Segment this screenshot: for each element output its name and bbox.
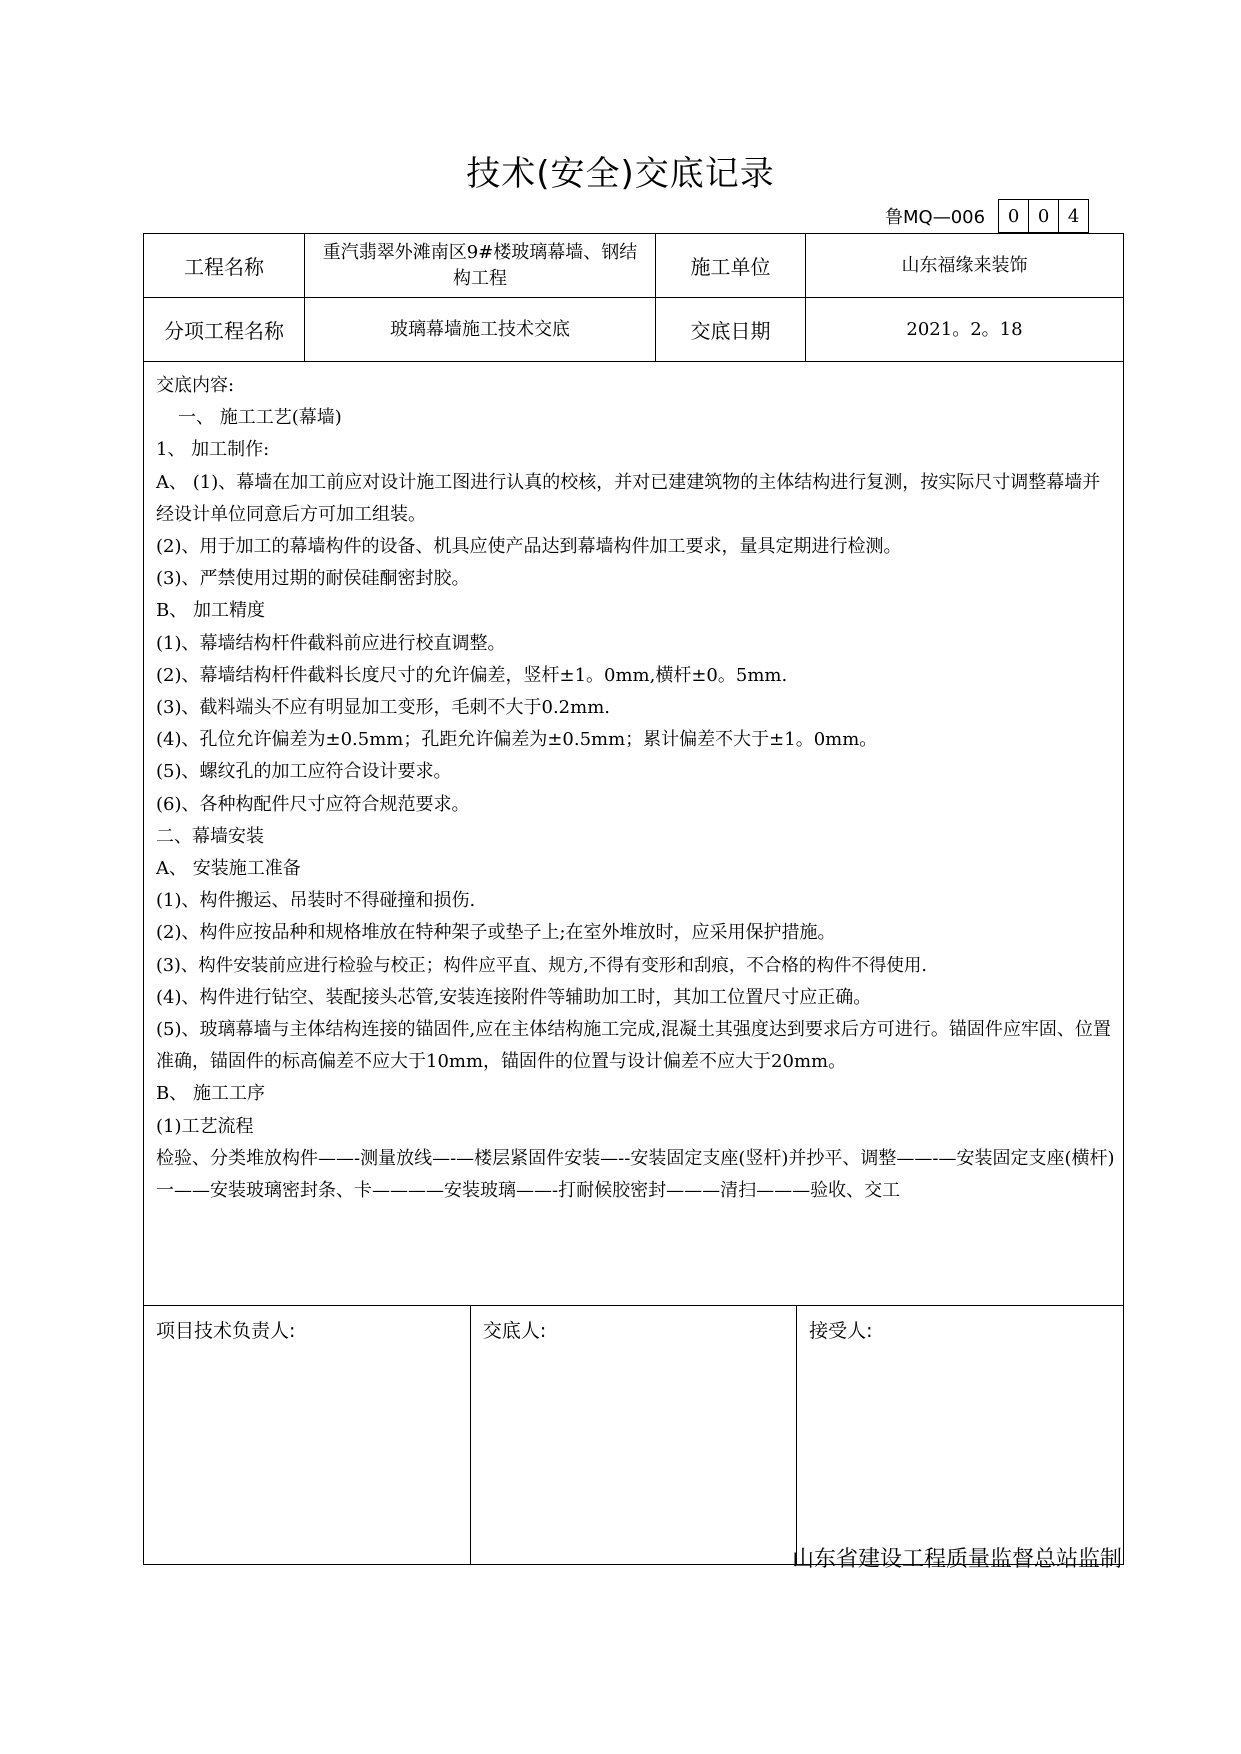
code-digit-box: 0: [1028, 199, 1059, 233]
content-heading: 交底内容:: [156, 375, 235, 396]
content-paragraph: A、 (1)、幕墙在加工前应对设计施工图进行认真的校核，并对已建建筑物的主体结构进行复测，按实际尺寸调整幕墙并经设计单位同意后方可加工组装。: [156, 471, 1101, 525]
page-title: 技术(安全)交底记录: [466, 154, 775, 194]
code-digit-box: 0: [998, 199, 1029, 233]
content-line: (3)、构件安装前应进行检验与校正；构件应平直、规方,不得有变形和刮痕，不合格的构件不得使用.: [156, 955, 927, 976]
tech-lead-signature: 项目技术负责人:: [144, 1306, 470, 1564]
content-line: B、 施工工序: [156, 1083, 265, 1105]
content-line: (2)、用于加工的幕墙构件的设备、机具应使产品达到幕墙构件加工要求，量具定期进行检测。: [156, 536, 902, 558]
content-line: (4)、孔位允许偏差为±0.5mm；孔距允许偏差为±0.5mm；累计偏差不大于±1。0mm。: [156, 729, 878, 751]
header-row-subproject: [144, 298, 1124, 362]
content-line: 二、幕墙安装: [156, 825, 264, 847]
content-line: (1)、幕墙结构杆件截料前应进行校直调整。: [156, 632, 506, 654]
form-code-label: 鲁MQ—006: [885, 207, 986, 228]
content-line: (3)、严禁使用过期的耐侯硅酮密封胶。: [156, 568, 470, 590]
subproject-value: 玻璃幕墙施工技术交底: [305, 298, 656, 362]
content-line: (3)、截料端头不应有明显加工变形，毛刺不大于0.2mm.: [156, 697, 610, 719]
header-row-project: [144, 234, 1124, 298]
project-name-value: [305, 234, 656, 298]
content-line: A、 安装施工准备: [156, 858, 301, 880]
date-label: 交底日期: [656, 298, 806, 362]
form-code: [885, 198, 1089, 234]
briefing-record-table: [143, 233, 1124, 1565]
signature-row: [144, 1306, 1124, 1565]
date-value: 2021。2。18: [806, 298, 1124, 362]
content-line: (2)、构件应按品种和规格堆放在特种架子或垫子上;在室外堆放时，应采用保护措施。: [156, 922, 836, 944]
content-line: (6)、各种构配件尺寸应符合规范要求。: [156, 793, 470, 815]
receiver-signature: 接受人:: [797, 1306, 1123, 1564]
signature-table: [144, 1306, 1123, 1564]
content-line: (2)、幕墙结构杆件截料长度尺寸的允许偏差，竖杆±1。0mm,横杆±0。5mm.: [156, 664, 788, 686]
supervisor-footer: 山东省建设工程质量监督总站监制: [791, 1547, 1122, 1572]
content-paragraph: 检验、分类堆放构件——-测量放线—-—楼层紧固件安装—--安装固定支座(竖杆)并抄平、调整——-—安装固定支座(横杆)一——安装玻璃密封条、卡————安装玻璃——-打耐候胶密封———清扫———验收、交工: [156, 1147, 1115, 1202]
contractor-label: 施工单位: [656, 234, 806, 298]
content-line: (1)、构件搬运、吊装时不得碰撞和损伤.: [156, 890, 476, 912]
content-row: [144, 362, 1124, 1306]
code-digit-box: 4: [1058, 199, 1089, 233]
content-line: 1、 加工制作:: [156, 439, 270, 461]
content-line: (1)工艺流程: [156, 1115, 254, 1137]
briefer-signature: 交底人:: [470, 1306, 796, 1564]
contractor-value: 山东福缘来装饰: [806, 234, 1124, 298]
content-line: 一、 施工工艺(幕墙): [178, 407, 342, 429]
content-line: (5)、螺纹孔的加工应符合设计要求。: [156, 761, 452, 783]
project-name-label: 工程名称: [144, 234, 305, 298]
content-paragraph: (5)、玻璃幕墙与主体结构连接的锚固件,应在主体结构施工完成,混凝土其强度达到要求后方可进行。锚固件应牢固、位置准确，锚固件的标高偏差不应大于10mm，锚固件的位置与设计偏差不应大于20mm。: [156, 1019, 1111, 1073]
project-name-text: 重汽翡翠外滩南区9#楼玻璃幕墙、钢结构工程: [322, 241, 638, 289]
content-line: B、 加工精度: [156, 600, 265, 622]
content-line: (4)、构件进行钻空、装配接头芯管,安装连接附件等辅助加工时，其加工位置尺寸应正确。: [156, 986, 872, 1008]
briefing-content: [144, 362, 1124, 1306]
subproject-label: 分项工程名称: [144, 298, 305, 362]
